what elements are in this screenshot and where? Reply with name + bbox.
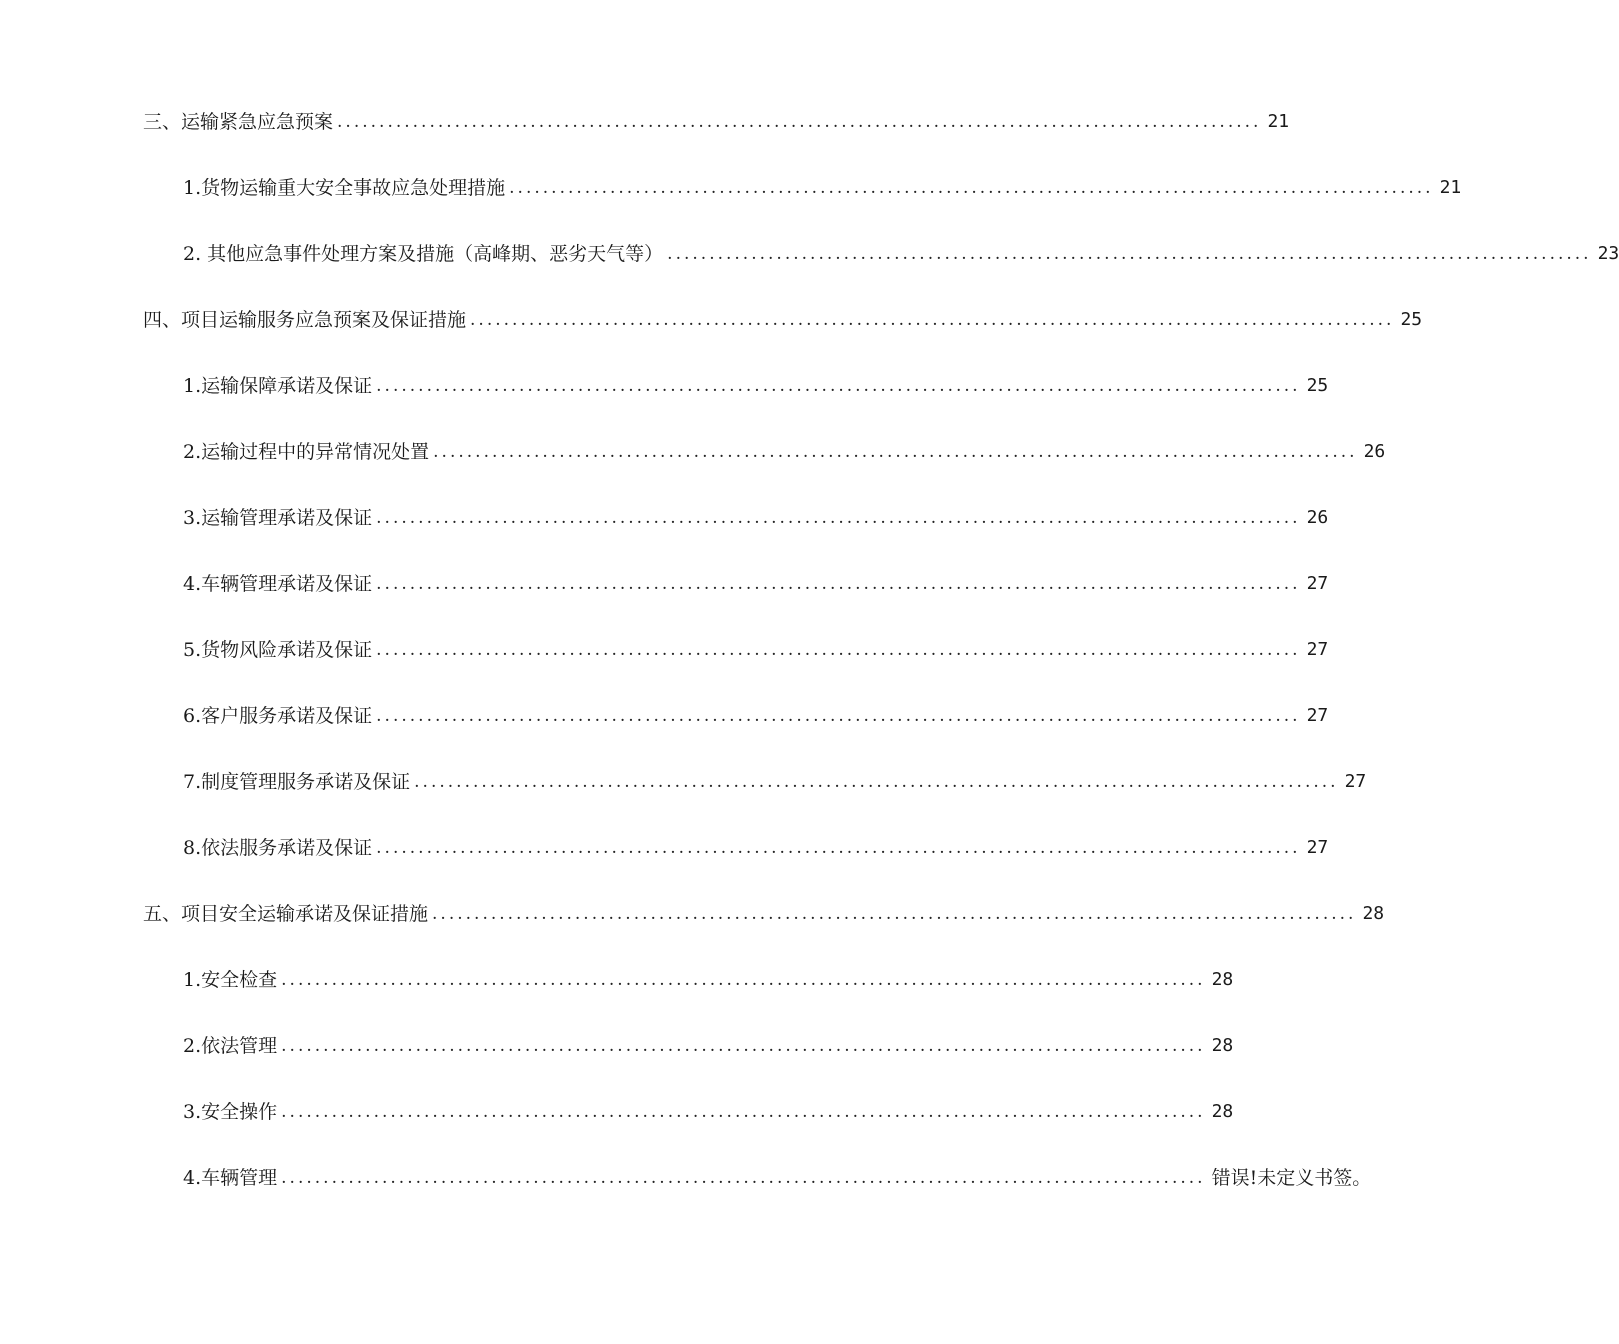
toc-entry-4-8[interactable] bbox=[183, 830, 1329, 866]
toc-page-number: 28 bbox=[1211, 1101, 1234, 1122]
toc-entry-title: 五、项目安全运输承诺及保证措施 bbox=[143, 903, 429, 925]
toc-dot-leader: .............................................................................................................. bbox=[376, 508, 1301, 528]
toc-dot-leader: .............................................................................................................. bbox=[433, 442, 1358, 462]
toc-entry-4-1[interactable] bbox=[183, 368, 1329, 404]
toc-dot-leader: .............................................................................................................. bbox=[337, 112, 1262, 132]
toc-entry-4-4[interactable] bbox=[183, 566, 1329, 602]
toc-dot-leader: .............................................................................................................. bbox=[376, 706, 1301, 726]
toc-entry-5-3[interactable] bbox=[183, 1094, 1234, 1130]
toc-entry-section-3[interactable] bbox=[143, 104, 1290, 140]
toc-page-number: 21 bbox=[1267, 111, 1290, 132]
toc-page-number: 27 bbox=[1306, 639, 1329, 660]
toc-entry-4-6[interactable] bbox=[183, 698, 1329, 734]
toc-entry-3-2[interactable] bbox=[183, 236, 1619, 272]
toc-entry-3-1[interactable] bbox=[183, 170, 1462, 206]
toc-entry-title: 三、运输紧急应急预案 bbox=[143, 111, 334, 133]
toc-entry-title: 7.制度管理服务承诺及保证 bbox=[183, 771, 411, 793]
toc-entry-section-5[interactable] bbox=[143, 896, 1385, 932]
toc-dot-leader: .............................................................................................................. bbox=[414, 772, 1339, 792]
toc-entry-title: 1.安全检查 bbox=[183, 969, 278, 991]
toc-dot-leader: .............................................................................................................. bbox=[470, 310, 1395, 330]
toc-entry-title: 2. 其他应急事件处理方案及措施（高峰期、恶劣天气等） bbox=[183, 243, 664, 265]
toc-page-number: 28 bbox=[1211, 1035, 1234, 1056]
toc-entry-title: 3.安全操作 bbox=[183, 1101, 278, 1123]
toc-page-number: 25 bbox=[1400, 309, 1423, 330]
toc-dot-leader: .............................................................................................................. bbox=[432, 904, 1357, 924]
toc-entry-title: 4.车辆管理承诺及保证 bbox=[183, 573, 373, 595]
toc-entry-title: 8.依法服务承诺及保证 bbox=[183, 837, 373, 859]
toc-dot-leader: .............................................................................................................. bbox=[667, 244, 1592, 264]
toc-entry-4-2[interactable] bbox=[183, 434, 1386, 470]
toc-page-number: 27 bbox=[1344, 771, 1367, 792]
toc-bookmark-error: 错误!未定义书签。 bbox=[1211, 1167, 1372, 1189]
toc-dot-leader: .............................................................................................................. bbox=[509, 178, 1434, 198]
toc-entry-title: 6.客户服务承诺及保证 bbox=[183, 705, 373, 727]
toc-page-number: 28 bbox=[1362, 903, 1385, 924]
toc-dot-leader: .............................................................................................................. bbox=[281, 1036, 1206, 1056]
toc-entry-5-1[interactable] bbox=[183, 962, 1234, 998]
toc-entry-title: 5.货物风险承诺及保证 bbox=[183, 639, 373, 661]
toc-entry-title: 3.运输管理承诺及保证 bbox=[183, 507, 373, 529]
toc-page-number: 26 bbox=[1306, 507, 1329, 528]
toc-entry-title: 四、项目运输服务应急预案及保证措施 bbox=[143, 309, 467, 331]
toc-entry-title: 1.运输保障承诺及保证 bbox=[183, 375, 373, 397]
toc-page-number: 21 bbox=[1439, 177, 1462, 198]
toc-page-number: 27 bbox=[1306, 573, 1329, 594]
toc-page-number: 23 bbox=[1597, 243, 1619, 264]
toc-entry-4-7[interactable] bbox=[183, 764, 1367, 800]
toc-page-number: 26 bbox=[1363, 441, 1386, 462]
toc-page-number: 25 bbox=[1306, 375, 1329, 396]
toc-dot-leader: .............................................................................................................. bbox=[281, 970, 1206, 990]
toc-entry-4-3[interactable] bbox=[183, 500, 1329, 536]
toc-entry-title: 4.车辆管理 bbox=[183, 1167, 278, 1189]
toc-entry-title: 1.货物运输重大安全事故应急处理措施 bbox=[183, 177, 506, 199]
toc-entry-section-4[interactable] bbox=[143, 302, 1423, 338]
toc-entry-4-5[interactable] bbox=[183, 632, 1329, 668]
toc-dot-leader: .............................................................................................................. bbox=[376, 376, 1301, 396]
toc-page-number: 27 bbox=[1306, 705, 1329, 726]
toc-dot-leader: .............................................................................................................. bbox=[376, 640, 1301, 660]
toc-entry-title: 2.运输过程中的异常情况处置 bbox=[183, 441, 430, 463]
toc-dot-leader: .............................................................................................................. bbox=[281, 1102, 1206, 1122]
toc-entry-5-4[interactable] bbox=[183, 1160, 1372, 1196]
toc-dot-leader: .............................................................................................................. bbox=[376, 838, 1301, 858]
toc-entry-title: 2.依法管理 bbox=[183, 1035, 278, 1057]
toc-page-number: 28 bbox=[1211, 969, 1234, 990]
toc-dot-leader: .............................................................................................................. bbox=[281, 1168, 1206, 1188]
toc-page-number: 27 bbox=[1306, 837, 1329, 858]
toc-dot-leader: .............................................................................................................. bbox=[376, 574, 1301, 594]
toc-entry-5-2[interactable] bbox=[183, 1028, 1234, 1064]
